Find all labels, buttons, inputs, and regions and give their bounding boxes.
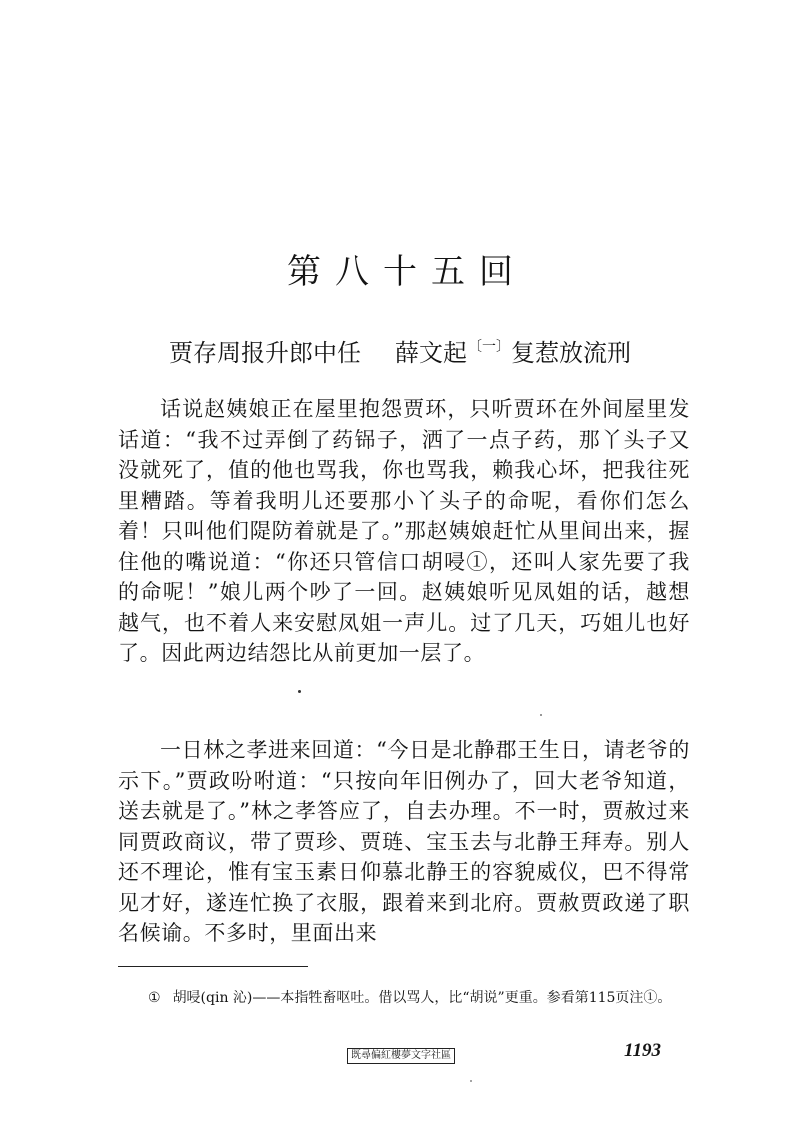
- subtitle-second-line: 薛文起: [395, 339, 467, 367]
- scan-speck: [470, 1080, 472, 1082]
- footnote-marker: ①: [148, 990, 161, 1006]
- paragraph-2: 一日林之孝进来回道：“今日是北静郡王生日，请老爷的示下。”贾政吩咐道：“只按向年旧例办了，回大老爷知道，送去就是了。”林之孝答应了，自去办理。不一时，贾赦过来同贾政商议，带了贾珍、贾琏、宝玉去与北静王拜寿。别人还不理论，惟有宝玉素日仰慕北静王的容貌威仪，巴不得常见才好，遂连忙换了衣服，跟着来到北府。贾赦贾政递了职名候谕。不多时，里面出来: [118, 738, 690, 945]
- footnote-text: 胡唚(qin 沁)——本指牲畜呕吐。借以骂人，比“胡说”更重。参看第115页注①。: [172, 990, 672, 1006]
- footnote: [118, 986, 690, 1010]
- paragraph-1: 话说赵姨娘正在屋里抱怨贾环，只听贾环在外间屋里发话道：“我不过弄倒了药铞子，洒了一点子药，那丫头子又没就死了，值的他也骂我，你也骂我，赖我心坏，把我往死里糟踏。等着我明儿还要那小丫头子的命呢，看你们怎么着！只叫他们隄防着就是了。”那赵姨娘赶忙从里间出来，握住他的嘴说道：“你还只管信口胡唚①，还叫人家先要了我的命呢！”娘儿两个吵了一回。赵姨娘听见凤姐的话，越想越气，也不着人来安慰凤姐一声儿。过了几天，巧姐儿也好了。因此两边结怨比从前更加一层了。: [118, 397, 690, 665]
- page-number: 1193: [624, 1040, 661, 1061]
- chapter-title: 第八十五回: [287, 252, 527, 292]
- subtitle-note-marker: 〔一〕: [468, 339, 510, 355]
- subtitle-first-line: 贾存周报升郎中任: [169, 339, 361, 367]
- subtitle-second-line-end: 复惹放流刑: [511, 339, 631, 367]
- footnote-divider: [118, 966, 308, 967]
- chapter-subtitle: [0, 329, 800, 371]
- scan-speck: [540, 714, 542, 716]
- scan-speck: [298, 690, 301, 693]
- library-stamp: 既尋偏紅樓夢文字社區: [347, 1048, 455, 1064]
